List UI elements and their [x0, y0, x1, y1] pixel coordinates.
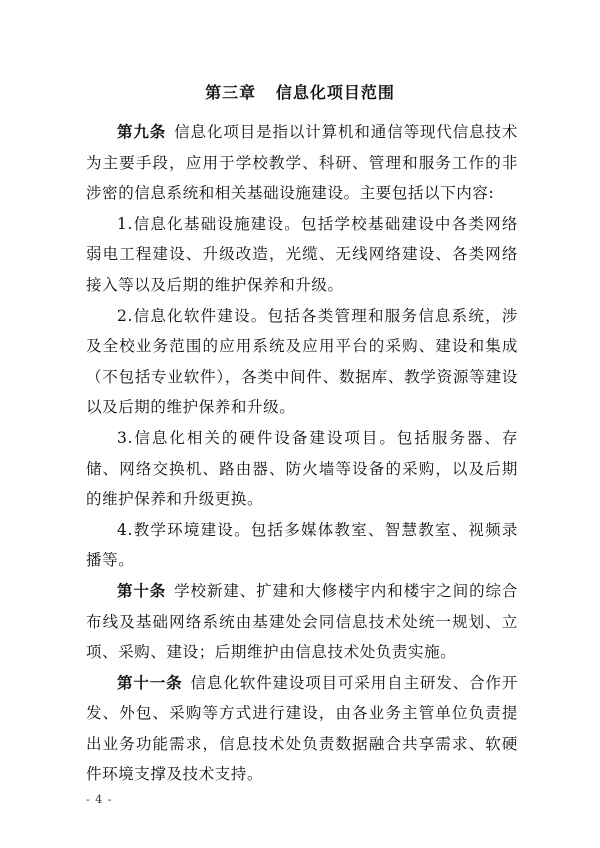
article-11-label: 第十一条 — [117, 673, 183, 692]
list-item-2: 2.信息化软件建设。包括各类管理和服务信息系统，涉及全校业务范围的应用系统及应用平台的采购、建设和集成（不包括专业软件），各类中间件、数据库、教学资源等建设以及后期的维护保养和升级。 — [86, 306, 518, 417]
article-10-label: 第十条 — [117, 581, 167, 600]
article-9-label: 第九条 — [117, 123, 167, 141]
list-item-1: 1.信息化基础设施建设。包括学校基础建设中各类网络弱电工程建设、升级改造，光缆、无线网络建设、各类网络接入等以及后期的维护保养和升级。 — [86, 214, 518, 294]
article-11 — [86, 668, 518, 790]
chapter-title: 第三章 信息化项目范围 — [205, 83, 395, 102]
article-10-text: 学校新建、扩建和大修楼宇内和楼宇之间的综合布线及基础网络系统由基建处会同信息技术处统一规划、立项、采购、建设；后期维护由信息技术处负责实施。 — [86, 581, 518, 662]
article-9-text: 信息化项目是指以计算机和通信等现代信息技术为主要手段，应用于学校教学、科研、管理和服务工作的非涉密的信息系统和相关基础设施建设。主要包括以下内容: — [86, 123, 518, 203]
article-11-text: 信息化软件建设项目可采用自主研发、合作开发、外包、采购等方式进行建设，由各业务主管单位负责提出业务功能需求，信息技术处负责数据融合共享需求、软硬件环境支撑及技术支持。 — [86, 673, 518, 784]
page-number: - 4 - — [86, 793, 113, 806]
article-10 — [86, 576, 518, 668]
list-item-3: 3.信息化相关的硬件设备建设项目。包括服务器、存储、网络交换机、路由器、防火墙等设备的采购，以及后期的维护保养和升级更换。 — [86, 428, 518, 509]
list-item-4: 4.教学环境建设。包括多媒体教室、智慧教室、视频录播等。 — [86, 520, 518, 570]
article-9 — [86, 117, 518, 209]
body-text — [86, 117, 518, 790]
